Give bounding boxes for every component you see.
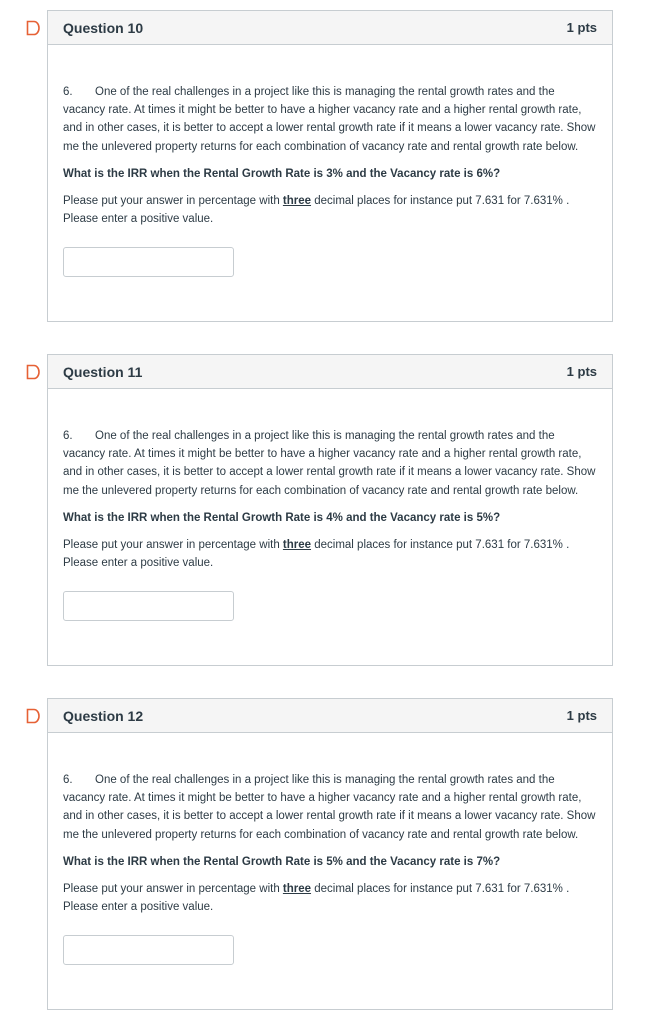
question-text xyxy=(63,427,597,500)
question-number: 6. xyxy=(63,774,73,786)
question-prompt: One of the real challenges in a project like this is managing the rental growth rates and the vacancy rate. At times it might be better to have a higher vacancy rate and a higher rental growth rate, and in other cases, it is better to accept a lower rental growth rate if it means a lower vacancy rate. Show me the unlevered property returns for each combination of vacancy rate and rental growth rate below. xyxy=(63,430,596,497)
question-header xyxy=(48,11,612,45)
question-instructions xyxy=(63,192,597,228)
question-points: 1 pts xyxy=(566,708,597,723)
question-card-10 xyxy=(47,10,613,322)
question-title: Question 10 xyxy=(63,19,144,36)
bookmark-flag-icon[interactable] xyxy=(26,364,40,380)
instructions-text: Please put your answer in percentage with xyxy=(63,883,283,896)
instructions-emphasis: three xyxy=(282,539,312,552)
question-card-11 xyxy=(47,354,613,666)
question-prompt: One of the real challenges in a project like this is managing the rental growth rates and the vacancy rate. At times it might be better to have a higher vacancy rate and a higher rental growth rate, and in other cases, it is better to accept a lower rental growth rate if it means a lower vacancy rate. Show me the unlevered property returns for each combination of vacancy rate and rental growth rate below. xyxy=(63,774,596,841)
question-header xyxy=(48,355,612,389)
question-instructions xyxy=(63,536,597,572)
question-header xyxy=(48,699,612,733)
question-text xyxy=(63,771,597,844)
answer-input[interactable] xyxy=(63,247,234,277)
instructions-emphasis: three xyxy=(282,883,312,896)
question-number: 6. xyxy=(63,86,73,98)
question-ask: What is the IRR when the Rental Growth Rate is 3% and the Vacancy rate is 6%? xyxy=(63,167,501,180)
instructions-text: Please put your answer in percentage with xyxy=(63,539,283,552)
instructions-text-rest: decimal places for instance put 7.631 for 7.631% . Please enter a positive value. xyxy=(63,883,570,914)
question-card-12 xyxy=(47,698,613,1010)
question-points: 1 pts xyxy=(566,364,597,379)
instructions-text-rest: decimal places for instance put 7.631 for 7.631% . Please enter a positive value. xyxy=(63,195,570,226)
question-prompt: One of the real challenges in a project like this is managing the rental growth rates and the vacancy rate. At times it might be better to have a higher vacancy rate and a higher rental growth rate, and in other cases, it is better to accept a lower rental growth rate if it means a lower vacancy rate. Show me the unlevered property returns for each combination of vacancy rate and rental growth rate below. xyxy=(63,86,596,153)
question-number: 6. xyxy=(63,430,73,442)
instructions-text-rest: decimal places for instance put 7.631 for 7.631% . Please enter a positive value. xyxy=(63,539,570,570)
question-body xyxy=(48,733,612,965)
question-body xyxy=(48,389,612,621)
question-text xyxy=(63,83,597,156)
bookmark-flag-icon[interactable] xyxy=(26,708,40,724)
answer-input[interactable] xyxy=(63,935,234,965)
question-title: Question 12 xyxy=(63,707,144,724)
answer-input[interactable] xyxy=(63,591,234,621)
question-ask: What is the IRR when the Rental Growth Rate is 4% and the Vacancy rate is 5%? xyxy=(63,511,501,524)
question-title: Question 11 xyxy=(63,363,143,380)
question-ask: What is the IRR when the Rental Growth Rate is 5% and the Vacancy rate is 7%? xyxy=(63,855,501,868)
question-points: 1 pts xyxy=(566,20,597,35)
bookmark-flag-icon[interactable] xyxy=(26,20,40,36)
instructions-emphasis: three xyxy=(282,195,312,208)
question-instructions xyxy=(63,880,597,916)
question-body xyxy=(48,45,612,277)
instructions-text: Please put your answer in percentage with xyxy=(63,195,283,208)
